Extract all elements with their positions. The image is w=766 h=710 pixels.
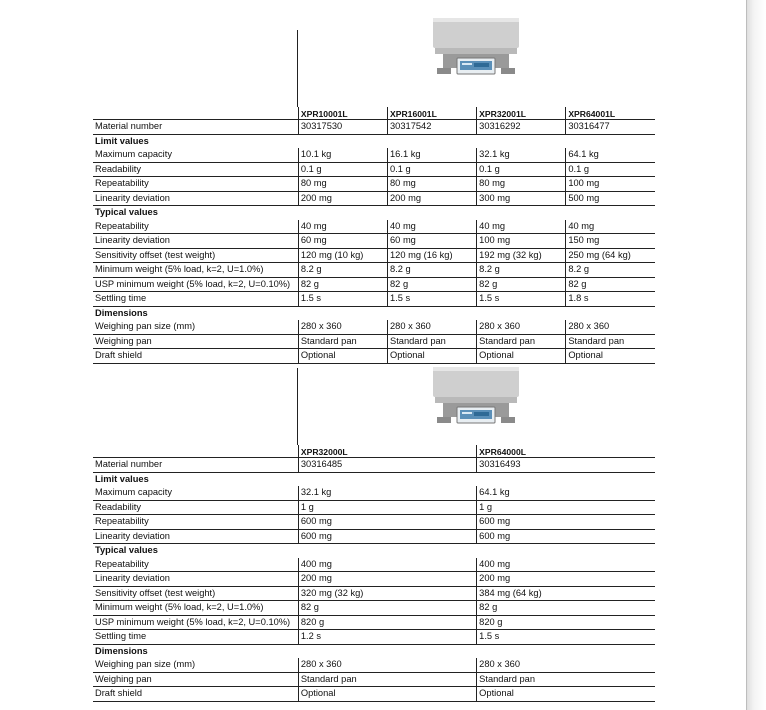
spec-row [93,586,655,601]
spec-value: 1.5 s [298,292,387,307]
spec-value: 1 g [477,500,655,515]
material-number-row [93,120,655,135]
spec-value: Optional [566,349,655,364]
spec-row [93,672,655,687]
row-label: Maximum capacity [93,148,298,162]
spec-value: 1.2 s [298,630,476,645]
spec-value: 280 x 360 [477,658,655,672]
row-label: Minimum weight (5% load, k=2, U=1.0%) [93,263,298,278]
spec-row [93,630,655,645]
spec-value: 0.1 g [388,162,477,177]
section-spacer [298,544,476,558]
spec-value: 280 x 360 [388,320,477,334]
spec-value: 0.1 g [566,162,655,177]
spec-value: 120 mg (16 kg) [388,248,477,263]
spec-row [93,263,655,278]
spec-row [93,320,655,334]
material-number-value: 30316485 [298,458,476,473]
section-spacer [477,472,655,486]
spec-value: 40 mg [477,220,566,234]
row-label: Repeatability [93,220,298,234]
spec-row [93,234,655,249]
spec-value: 80 mg [388,177,477,192]
spec-block-1 [93,30,655,364]
section-spacer [477,206,566,220]
spec-row [93,601,655,616]
section-heading-row [93,134,655,148]
spec-value: 280 x 360 [566,320,655,334]
spec-row [93,687,655,702]
row-label: Weighing pan [93,334,298,349]
spec-value: 600 mg [298,529,476,544]
row-label: Material number [93,120,298,135]
material-number-row [93,458,655,473]
spec-value: 280 x 360 [298,658,476,672]
spec-row [93,500,655,515]
spec-value: 250 mg (64 kg) [566,248,655,263]
spec-row [93,529,655,544]
spec-value: 82 g [566,277,655,292]
row-label: Linearity deviation [93,191,298,206]
model-header-spacer [93,107,298,120]
spec-value: 1 g [298,500,476,515]
spec-row [93,558,655,572]
row-label: USP minimum weight (5% load, k=2, U=0.10%) [93,615,298,630]
section-title: Limit values [95,473,149,484]
spec-value: 82 g [477,601,655,616]
section-spacer [298,206,387,220]
spec-value: 82 g [298,601,476,616]
spec-value: 8.2 g [477,263,566,278]
material-number-value: 30316292 [477,120,566,135]
section-spacer [298,134,387,148]
spec-row [93,148,655,162]
spec-row [93,162,655,177]
spec-value: 8.2 g [298,263,387,278]
spec-value: 1.5 s [477,292,566,307]
page-edge-shadow [746,0,766,710]
model-header-spacer [93,445,298,458]
row-label: Linearity deviation [93,529,298,544]
spec-value: 32.1 kg [298,486,476,500]
row-label: Minimum weight (5% load, k=2, U=1.0%) [93,601,298,616]
spec-value: 0.1 g [298,162,387,177]
spec-table [93,445,655,702]
spec-row [93,248,655,263]
spec-value: 40 mg [388,220,477,234]
section-spacer [477,306,566,320]
balance-product-image [429,12,523,84]
spec-value: Optional [388,349,477,364]
section-title: Dimensions [95,307,148,318]
spec-value: 82 g [298,277,387,292]
spec-value: 0.1 g [477,162,566,177]
model-header-row [93,445,655,458]
spec-row [93,292,655,307]
column-divider [297,368,298,445]
section-heading-row [93,472,655,486]
spec-value: 32.1 kg [477,148,566,162]
spec-block-2 [93,368,655,702]
spec-value: 280 x 360 [298,320,387,334]
section-spacer [566,206,655,220]
spec-value: 120 mg (10 kg) [298,248,387,263]
row-label: Sensitivity offset (test weight) [93,248,298,263]
row-label: Settling time [93,292,298,307]
spec-value: 200 mg [477,572,655,587]
spec-value: 320 mg (32 kg) [298,586,476,601]
spec-header [93,368,655,445]
spec-value: 40 mg [298,220,387,234]
spec-row [93,334,655,349]
row-label: Repeatability [93,515,298,530]
section-heading-row [93,206,655,220]
spec-value: 64.1 kg [477,486,655,500]
spec-value: 200 mg [298,191,387,206]
spec-value: Standard pan [388,334,477,349]
spec-row [93,615,655,630]
model-name: XPR64000L [477,445,655,458]
section-spacer [298,306,387,320]
spec-value: Optional [298,687,476,702]
spec-value: 60 mg [298,234,387,249]
spec-value: 80 mg [477,177,566,192]
spec-value: 600 mg [477,529,655,544]
section-title: Dimensions [95,645,148,656]
section-heading-row [93,644,655,658]
spec-row [93,572,655,587]
spec-value: 10.1 kg [298,148,387,162]
spec-value: 100 mg [566,177,655,192]
row-label: Weighing pan [93,672,298,687]
row-label: Settling time [93,630,298,645]
row-label: Readability [93,500,298,515]
spec-value: 384 mg (64 kg) [477,586,655,601]
row-label: Linearity deviation [93,234,298,249]
spec-value: 600 mg [298,515,476,530]
row-label: Readability [93,162,298,177]
model-name: XPR16001L [388,107,477,120]
row-label: Repeatability [93,558,298,572]
spec-value: 8.2 g [388,263,477,278]
spec-value: 600 mg [477,515,655,530]
spec-value: 820 g [477,615,655,630]
section-spacer [477,644,655,658]
spec-value: Standard pan [477,672,655,687]
model-name: XPR32001L [477,107,566,120]
spec-value: 1.5 s [477,630,655,645]
model-name: XPR64001L [566,107,655,120]
spec-value: 82 g [477,277,566,292]
section-spacer [388,306,477,320]
row-label: Draft shield [93,687,298,702]
spec-value: 400 mg [477,558,655,572]
column-divider [297,30,298,107]
model-header-row [93,107,655,120]
spec-row [93,349,655,364]
row-label: Sensitivity offset (test weight) [93,586,298,601]
spec-value: Optional [298,349,387,364]
spec-value: 16.1 kg [388,148,477,162]
material-number-value: 30316493 [477,458,655,473]
model-name: XPR10001L [298,107,387,120]
spec-row [93,277,655,292]
spec-value: 8.2 g [566,263,655,278]
spec-value: 192 mg (32 kg) [477,248,566,263]
row-label: Linearity deviation [93,572,298,587]
section-spacer [298,644,476,658]
row-label: Material number [93,458,298,473]
section-spacer [566,134,655,148]
spec-row [93,220,655,234]
row-label: Maximum capacity [93,486,298,500]
material-number-value: 30317542 [388,120,477,135]
spec-row [93,177,655,192]
section-spacer [477,134,566,148]
spec-value: 40 mg [566,220,655,234]
spec-header [93,30,655,107]
spec-value: 400 mg [298,558,476,572]
section-spacer [477,544,655,558]
row-label: Weighing pan size (mm) [93,658,298,672]
row-label: Draft shield [93,349,298,364]
section-title: Typical values [95,207,158,218]
section-heading-row [93,306,655,320]
spec-row [93,486,655,500]
section-spacer [388,134,477,148]
spec-row [93,191,655,206]
spec-value: 1.5 s [388,292,477,307]
spec-value: 280 x 360 [477,320,566,334]
spec-row [93,515,655,530]
row-label: USP minimum weight (5% load, k=2, U=0.10%) [93,277,298,292]
spec-value: Optional [477,687,655,702]
spec-value: 200 mg [388,191,477,206]
section-title: Typical values [95,545,158,556]
spec-value: 1.8 s [566,292,655,307]
model-name: XPR32000L [298,445,476,458]
spec-value: Standard pan [477,334,566,349]
balance-product-image [429,361,523,433]
spec-value: Standard pan [298,672,476,687]
section-spacer [566,306,655,320]
spec-value: 60 mg [388,234,477,249]
section-spacer [388,206,477,220]
section-title: Limit values [95,135,149,146]
material-number-value: 30317530 [298,120,387,135]
spec-value: 64.1 kg [566,148,655,162]
spec-value: 300 mg [477,191,566,206]
section-spacer [298,472,476,486]
spec-value: 200 mg [298,572,476,587]
material-number-value: 30316477 [566,120,655,135]
spec-value: 100 mg [477,234,566,249]
spec-value: 820 g [298,615,476,630]
row-label: Repeatability [93,177,298,192]
spec-value: 150 mg [566,234,655,249]
spec-value: Optional [477,349,566,364]
spec-value: Standard pan [298,334,387,349]
spec-table [93,107,655,364]
spec-value: 82 g [388,277,477,292]
spec-value: 500 mg [566,191,655,206]
spec-value: 80 mg [298,177,387,192]
section-heading-row [93,544,655,558]
spec-value: Standard pan [566,334,655,349]
row-label: Weighing pan size (mm) [93,320,298,334]
spec-row [93,658,655,672]
